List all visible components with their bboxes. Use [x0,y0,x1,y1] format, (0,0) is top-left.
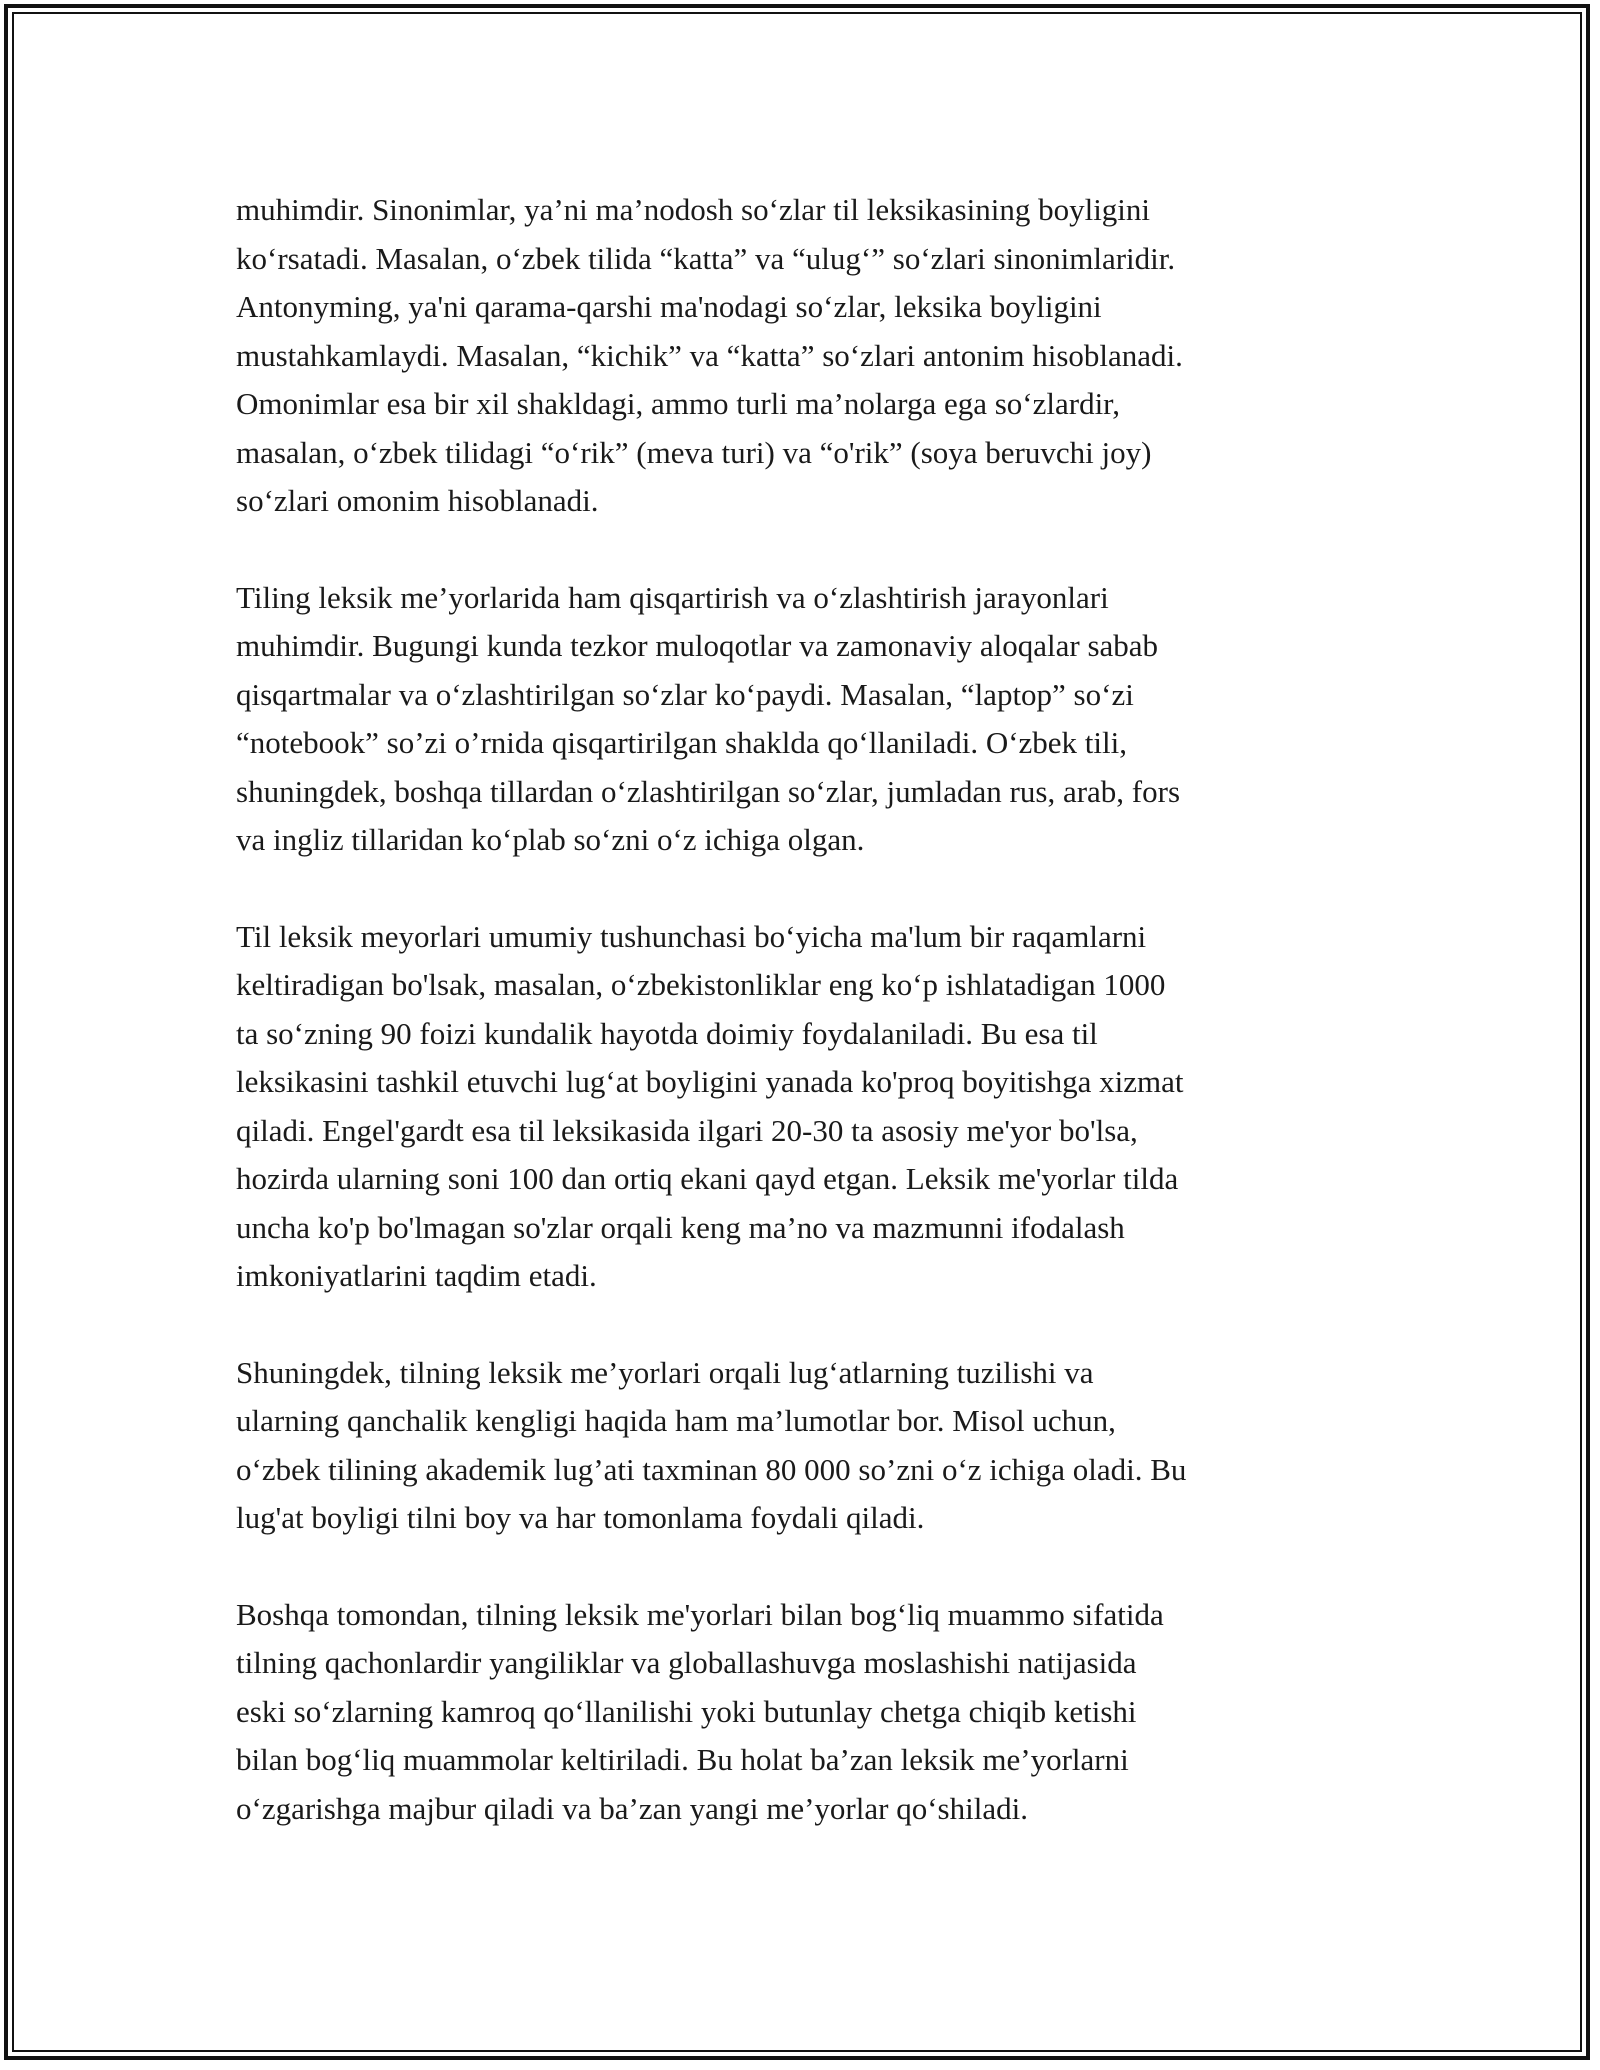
paragraph-synonyms [236,186,1376,526]
text-line: Shuningdek, tilning leksik me’yorlari orqali lug‘atlarning tuzilishi va [236,1354,1094,1390]
text-line: so‘zlari omonim hisoblanadi. [236,483,599,518]
text-line: keltiradigan bo'lsak, masalan, o‘zbekistonliklar eng ko‘p ishlatadigan 1000 [236,967,1166,1002]
text-line: Boshqa tomondan, tilning leksik me'yorlari bilan bog‘liq muammo sifatida [236,1596,1164,1632]
text-line: masalan, o‘zbek tilidagi “o‘rik” (meva turi) va “o'rik” (soya beruvchi joy) [236,434,1152,470]
text-line: mustahkamlaydi. Masalan, “kichik” va “katta” so‘zlari antonim hisoblanadi. [236,337,1183,373]
text-line: Omonimlar esa bir xil shakldagi, ammo turli ma’nolarga ega so‘zlardir, [236,386,1121,421]
text-line: ko‘rsatadi. Masalan, o‘zbek tilida “katta” va “ulug‘” so‘zlari sinonimlaridir. [236,240,1176,276]
paragraph-abbreviation-borrowing [236,574,1376,865]
text-line: “notebook” so’zi o’rnida qisqartirilgan shaklda qo‘llaniladi. O‘zbek tili, [236,725,1127,760]
text-line: muhimdir. Bugungi kunda tezkor muloqotlar va zamonaviy aloqalar sabab [236,628,1159,663]
paragraph-problems [236,1591,1376,1834]
paragraph-dictionaries [236,1349,1376,1543]
text-line: bilan bog‘liq muammolar keltiriladi. Bu holat ba’zan leksik me’yorlarni [236,1742,1129,1777]
text-line: ularning qanchalik kengligi haqida ham ma’lumotlar bor. Misol uchun, [236,1403,1116,1438]
text-line: o‘zgarishga majbur qiladi va ba’zan yangi me’yorlar qo‘shiladi. [236,1790,1028,1826]
text-line: qiladi. Engel'gardt esa til leksikasida ilgari 20-30 ta asosiy me'yor bo'lsa, [236,1112,1138,1148]
text-line: shuningdek, boshqa tillardan o‘zlashtirilgan so‘zlar, jumladan rus, arab, fors [236,773,1181,809]
text-line: Tiling leksik me’yorlarida ham qisqartirish va o‘zlashtirish jarayonlari [236,579,1109,615]
text-line: Antonyming, ya'ni qarama-qarshi ma'nodagi so‘zlar, leksika boyligini [236,289,1102,324]
text-line: lug'at boyligi tilni boy va har tomonlama foydali qiladi. [236,1500,925,1535]
text-line: ta so‘zning 90 foizi kundalik hayotda doimiy foydalaniladi. Bu esa til [236,1015,1098,1051]
text-line: va ingliz tillaridan ko‘plab so‘zni o‘z ichiga olgan. [236,822,865,857]
text-line: Til leksik meyorlari umumiy tushunchasi bo‘yicha ma'lum bir raqamlarni [236,918,1147,954]
text-line: qisqartmalar va o‘zlashtirilgan so‘zlar ko‘paydi. Masalan, “laptop” so‘zi [236,676,1134,712]
text-line: uncha ko'p bo'lmagan so'zlar orqali keng ma’no va mazmunni ifodalash [236,1209,1125,1245]
text-line: eski so‘zlarning kamroq qo‘llanilishi yoki butunlay chetga chiqib ketishi [236,1693,1137,1729]
text-line: o‘zbek tilining akademik lug’ati taxminan 80 000 so’zni o‘z ichiga oladi. Bu [236,1451,1187,1487]
text-line: leksikasini tashkil etuvchi lug‘at boyligini yanada ko'proq boyitishga xizmat [236,1064,1184,1099]
text-line: imkoniyatlarini taqdim etadi. [236,1258,597,1293]
document-body [236,186,1376,1881]
text-line: tilning qachonlardir yangiliklar va globallashuvga moslashishi natijasida [236,1645,1137,1680]
paragraph-statistics [236,913,1376,1301]
text-line: muhimdir. Sinonimlar, ya’ni ma’nodosh so‘zlar til leksikasining boyligini [236,192,1151,227]
text-line: hozirda ularning soni 100 dan ortiq ekani qayd etgan. Leksik me'yorlar tilda [236,1161,1179,1196]
